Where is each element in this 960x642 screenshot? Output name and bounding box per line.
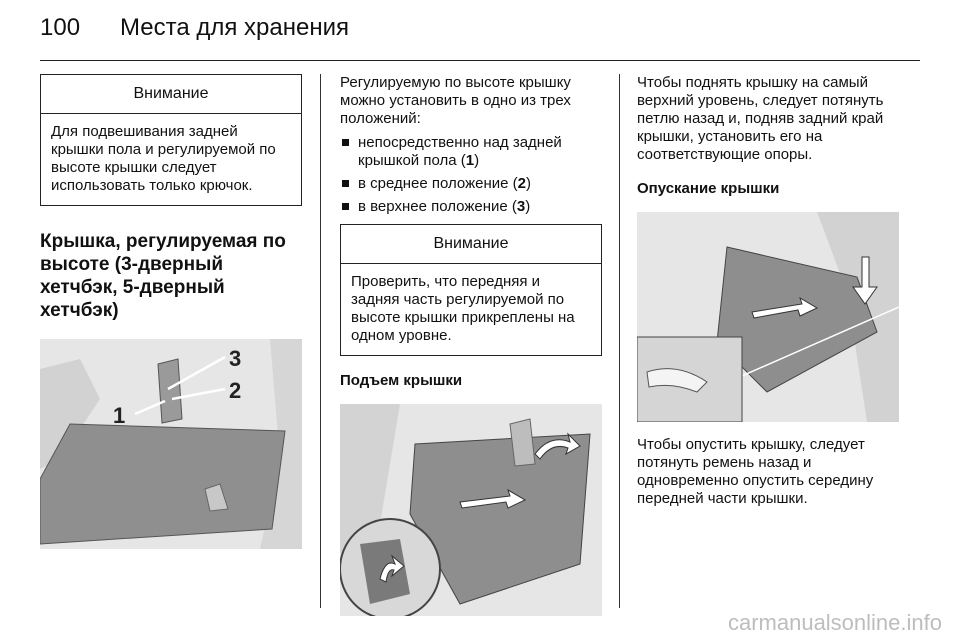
warning-text: Для подвешивания задней крышки пола и регулируемой по высоте крышки следует использовать только крючок.	[51, 123, 276, 194]
list-item: непосредственно над задней крышкой пола (1)	[340, 134, 602, 170]
callout-2: 2	[229, 378, 242, 403]
page-title: Места для хранения	[120, 14, 349, 41]
page-number: 100	[40, 14, 81, 41]
position-list	[340, 134, 602, 216]
watermark: carmanualsonline.info	[727, 610, 942, 635]
warning-box	[340, 224, 602, 356]
column-divider	[619, 74, 620, 608]
subheading-raise: Подъем крышки	[340, 372, 463, 389]
section-heading: Крышка, регулируемая по высоте (3-дверный хетчбэк, 5-дверный хетчбэк)	[40, 231, 286, 321]
column-3	[637, 74, 899, 508]
raise-instructions: Чтобы поднять крышку на самый верхний уровень, следует потянуть петлю назад и, подняв задний край крышки, установить его на соответствующие опоры.	[637, 74, 884, 163]
list-item: в среднее положение (2)	[340, 175, 602, 193]
callout-3: 3	[229, 346, 242, 371]
bullet-square-icon	[342, 139, 349, 146]
warning-text: Проверить, что передняя и задняя часть регулируемой по высоте крышки прикреплены на одном уровне.	[351, 273, 575, 344]
raise-cover-illustration	[340, 404, 602, 616]
intro-paragraph: Регулируемую по высоте крышку можно установить в одно из трех положений:	[340, 74, 571, 127]
warning-title: Внимание	[341, 225, 601, 264]
page-header	[40, 14, 349, 42]
warning-title: Внимание	[41, 75, 301, 114]
bullet-square-icon	[342, 180, 349, 187]
column-2	[340, 74, 602, 616]
lower-cover-illustration	[637, 212, 899, 422]
bullet-square-icon	[342, 203, 349, 210]
list-item: в верхнее положение (3)	[340, 198, 602, 216]
column-divider	[320, 74, 321, 608]
header-rule	[40, 60, 920, 61]
callout-1: 1	[113, 403, 126, 428]
warning-box	[40, 74, 302, 206]
cargo-cover-positions-illustration	[40, 339, 302, 549]
column-1	[40, 74, 302, 549]
subheading-lower: Опускание крышки	[637, 180, 780, 197]
lower-instructions: Чтобы опустить крышку, следует потянуть ремень назад и одновременно опустить середину передней части крышки.	[637, 436, 874, 507]
